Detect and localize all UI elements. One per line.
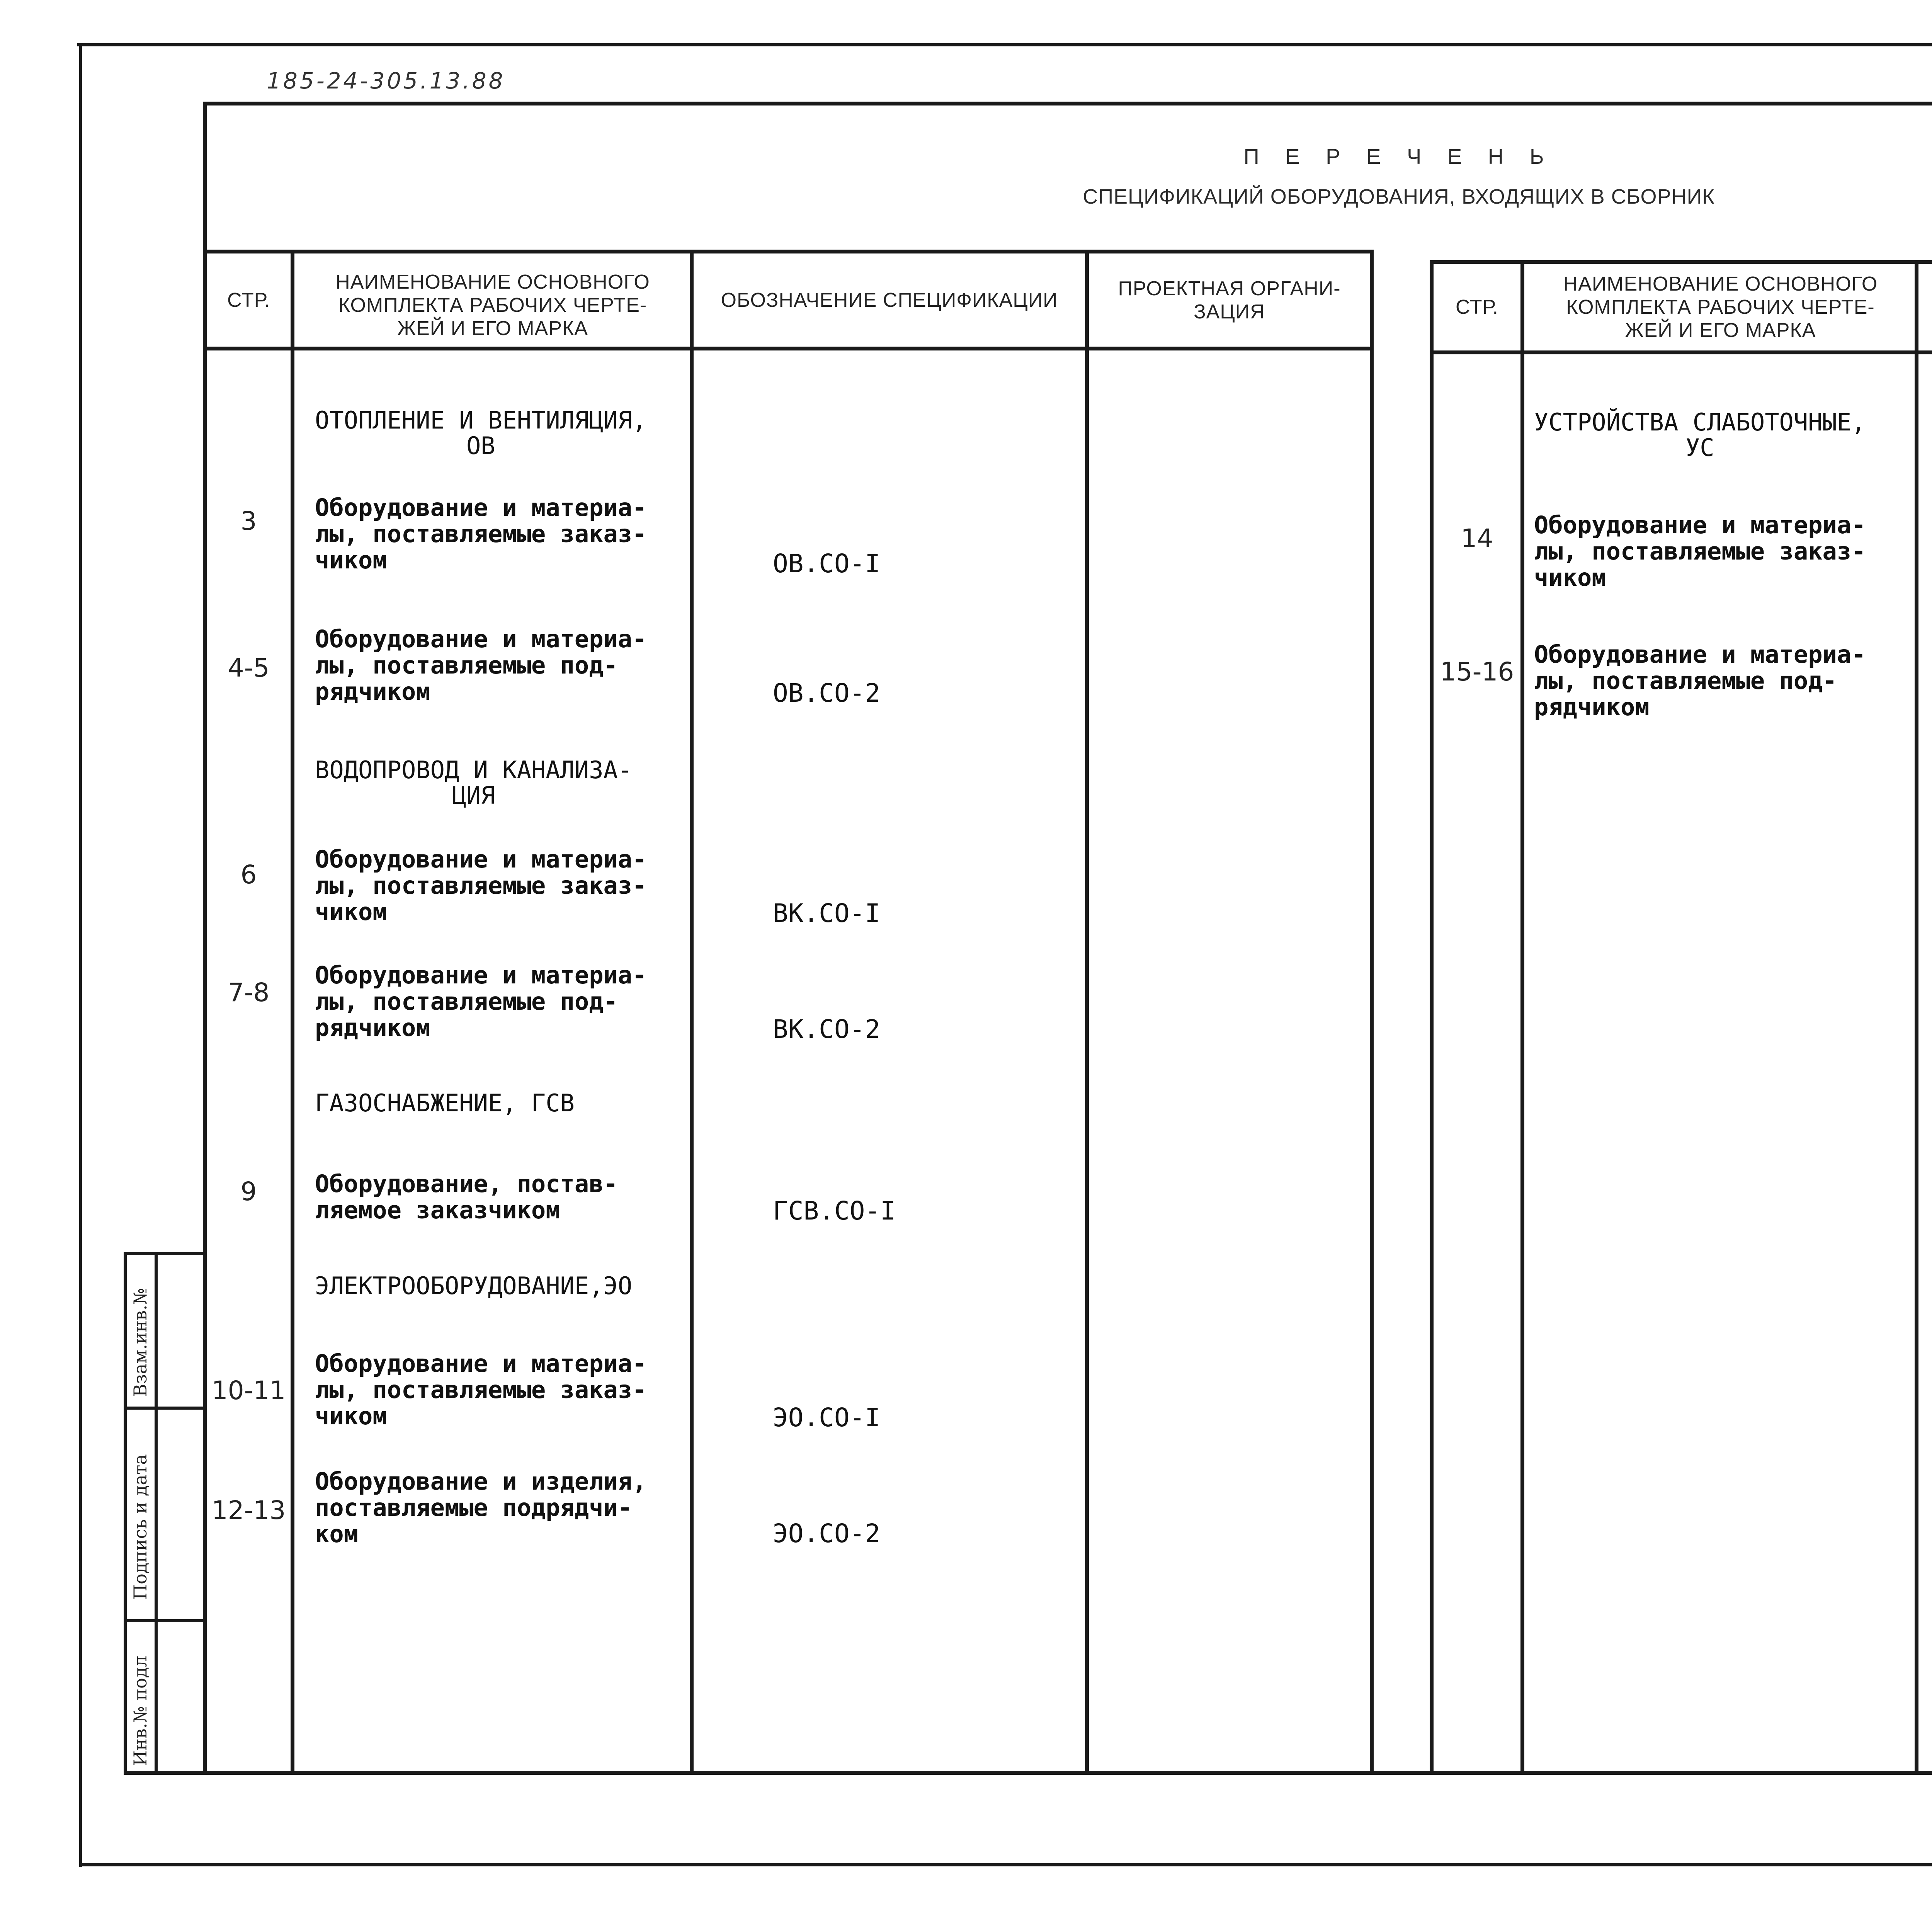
row-page: 9: [240, 1177, 257, 1206]
stamp-left-edge: [124, 1252, 127, 1775]
main-frame-top: [203, 102, 1932, 105]
row-name: Оборудование и материа- лы, поставляемые заказ- чиком: [315, 845, 647, 926]
row-page: 12-13: [211, 1495, 286, 1525]
stamp-signature-date: Подпись и дата: [130, 1454, 151, 1600]
row-code: ОВ.СО-2: [773, 678, 881, 708]
right-col-header-designation: [1918, 264, 1932, 350]
section-title: ВОДОПРОВОД И КАНАЛИЗА- ЦИЯ: [315, 756, 633, 810]
left-table-top: [203, 250, 1374, 253]
left-table-header-bottom: [203, 347, 1374, 350]
main-frame-bottom: [124, 1771, 1932, 1775]
left-col-header-name: НАИМЕНОВАНИЕ ОСНОВНОГО КОМПЛЕКТА РАБОЧИХ ЧЕРТЕ- ЖЕЙ И ЕГО МАРКА: [335, 271, 650, 340]
section-title: ЭЛЕКТРООБОРУДОВАНИЕ,ЭО: [315, 1272, 633, 1300]
main-frame-left: [203, 102, 207, 1775]
outer-frame-left: [79, 43, 82, 1867]
row-name: Оборудование и материа- лы, поставляемые заказ- чиком: [1534, 511, 1866, 592]
section-title: ОТОПЛЕНИЕ И ВЕНТИЛЯЦИЯ, ОВ: [315, 406, 647, 460]
row-page: 7-8: [228, 978, 270, 1007]
row-code: ЭО.СО-I: [773, 1403, 881, 1432]
left-table-divider-1: [291, 250, 294, 1775]
stamp-inner-edge: [155, 1252, 158, 1775]
row-name: Оборудование и материа- лы, поставляемые под- рядчиком: [1534, 640, 1866, 721]
row-name: Оборудование и материа- лы, поставляемые заказ- чиком: [315, 1349, 647, 1430]
row-page: 10-11: [211, 1376, 286, 1405]
right-col-header-name: НАИМЕНОВАНИЕ ОСНОВНОГО КОМПЛЕКТА РАБОЧИХ ЧЕРТЕ- ЖЕЙ И ЕГО МАРКА: [1563, 273, 1878, 342]
right-col-header-page: СТР.: [1456, 296, 1498, 318]
stamp-inv-podl: Инв.№ подл: [130, 1655, 151, 1766]
right-table-top: [1430, 260, 1932, 264]
left-col-header-organization: ПРОЕКТНАЯ ОРГАНИ- ЗАЦИЯ: [1118, 277, 1341, 323]
document-title: П Е Р Е Ч Е Н Ь: [1243, 144, 1554, 168]
left-table-right-edge: [1370, 250, 1374, 1775]
row-name: Оборудование и изделия, поставляемые подрядчи- ком: [315, 1467, 647, 1548]
stamp-top: [124, 1252, 207, 1255]
row-code: ВК.СО-2: [773, 1014, 881, 1044]
left-table-divider-2: [690, 250, 694, 1775]
section-title: ГАЗОСНАБЖЕНИЕ, ГСВ: [315, 1089, 575, 1117]
stamp-sep-2: [124, 1619, 207, 1622]
row-page: 3: [240, 506, 257, 536]
row-name: Оборудование и материа- лы, поставляемые заказ- чиком: [315, 493, 647, 574]
row-page: 4-5: [228, 653, 270, 683]
document-subtitle: СПЕЦИФИКАЦИЙ ОБОРУДОВАНИЯ, ВХОДЯЩИХ В СБОРНИК: [1083, 185, 1715, 208]
right-table-divider-2: [1915, 260, 1918, 1775]
row-name: Оборудование, постав- ляемое заказчиком: [315, 1170, 618, 1224]
row-name: Оборудование и материа- лы, поставляемые под- рядчиком: [315, 961, 647, 1042]
row-code: ГСВ.СО-I: [773, 1196, 896, 1226]
row-code: ОВ.СО-I: [773, 549, 881, 578]
left-col-header-designation: ОБОЗНАЧЕНИЕ СПЕЦИФИКАЦИИ: [721, 289, 1058, 311]
stamp-vzam-inv: Взам.инв.№: [130, 1288, 151, 1397]
left-col-header-page: СТР.: [227, 289, 270, 311]
right-table-header-bottom: [1430, 350, 1932, 354]
right-table-divider-1: [1520, 260, 1524, 1775]
section-title: УСТРОЙСТВА СЛАБОТОЧНЫЕ, УС: [1534, 408, 1866, 462]
row-name: Оборудование и материа- лы, поставляемые под- рядчиком: [315, 625, 647, 706]
outer-frame-top: [77, 43, 1932, 46]
row-code: ЭО.СО-2: [773, 1519, 881, 1548]
document-code-left: 185-24-305.13.88: [267, 68, 505, 94]
row-page: 15-16: [1440, 657, 1514, 687]
stamp-sep-1: [124, 1407, 207, 1410]
row-page: 14: [1461, 524, 1493, 553]
left-table-divider-3: [1085, 250, 1089, 1775]
row-page: 6: [240, 860, 257, 890]
row-code: ВК.СО-I: [773, 898, 881, 928]
outer-frame-bottom: [79, 1863, 1932, 1866]
right-table-left-edge: [1430, 260, 1434, 1775]
